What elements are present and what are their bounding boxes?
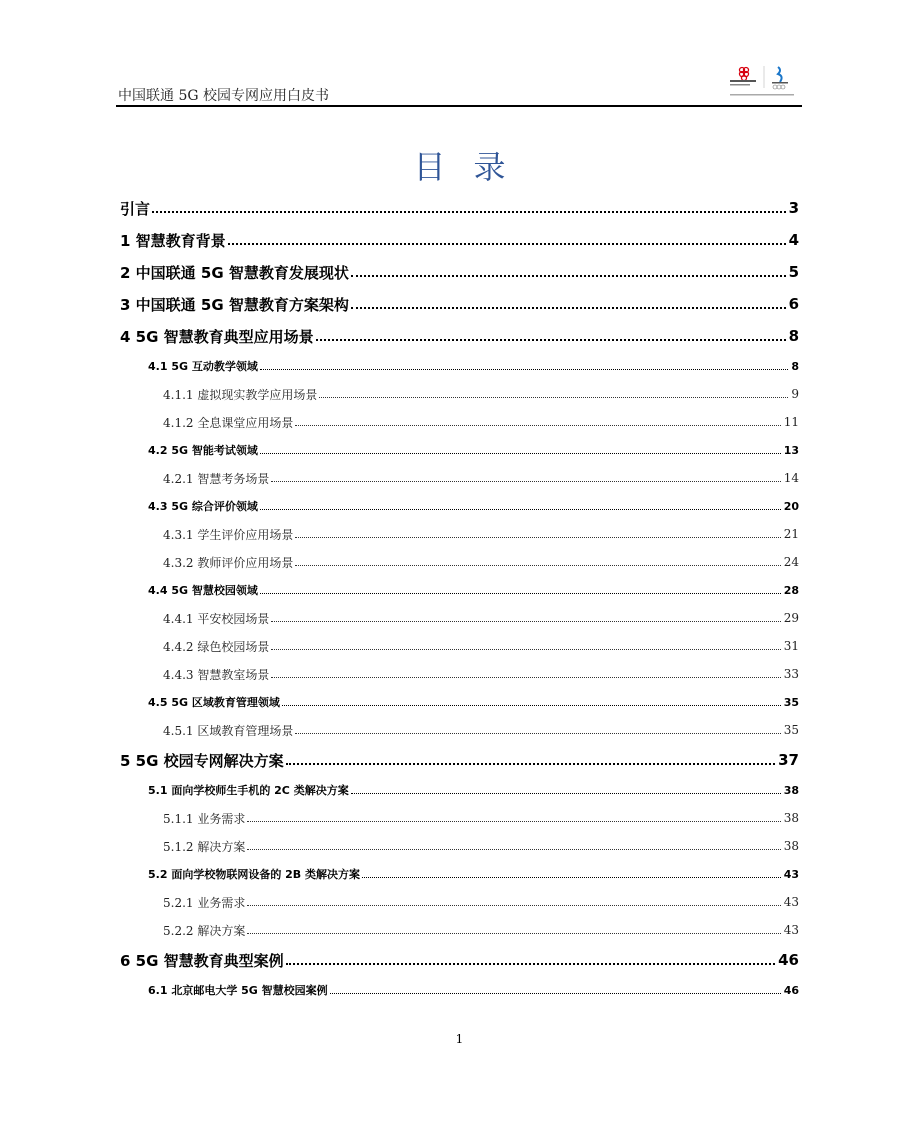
toc-entry-label: 3 中国联通 5G 智慧教育方案架构 bbox=[120, 295, 349, 314]
toc-entry[interactable] bbox=[120, 976, 799, 1004]
toc-entry-page: 46 bbox=[783, 983, 799, 997]
toc-entry[interactable] bbox=[120, 860, 799, 888]
toc-entry-label: 4.1 5G 互动教学领域 bbox=[148, 360, 258, 373]
toc-entry-label: 5.1.2 解决方案 bbox=[163, 839, 246, 854]
toc-dot-leader bbox=[282, 705, 781, 706]
toc-entry-page: 9 bbox=[791, 387, 799, 401]
toc-dot-leader bbox=[286, 763, 775, 765]
toc-entry[interactable] bbox=[120, 436, 799, 464]
toc-entry[interactable] bbox=[120, 716, 799, 744]
toc-entry[interactable] bbox=[120, 352, 799, 380]
toc-dot-leader bbox=[295, 733, 780, 734]
toc-entry-page: 29 bbox=[783, 611, 799, 625]
toc-dot-leader bbox=[260, 453, 781, 454]
china-unicom-beijing-2022-logo bbox=[728, 64, 800, 102]
toc-dot-leader bbox=[271, 621, 780, 622]
toc-entry-page: 8 bbox=[791, 359, 799, 373]
toc-entry-label: 引言 bbox=[120, 199, 151, 218]
toc-dot-leader bbox=[247, 933, 780, 934]
toc-entry[interactable] bbox=[120, 408, 799, 436]
toc-entry-label: 4.3.1 学生评价应用场景 bbox=[163, 527, 294, 542]
toc-entry-page: 38 bbox=[783, 811, 799, 825]
toc-entry[interactable] bbox=[120, 548, 799, 576]
toc-entry[interactable] bbox=[120, 888, 799, 916]
toc-entry-label: 4.1.2 全息课堂应用场景 bbox=[163, 415, 294, 430]
toc-entry[interactable] bbox=[120, 916, 799, 944]
toc-entry-page: 3 bbox=[788, 199, 799, 217]
toc-entry[interactable] bbox=[120, 576, 799, 604]
toc-entry-page: 6 bbox=[788, 295, 799, 313]
toc-entry-label: 4.2 5G 智能考试领域 bbox=[148, 444, 258, 457]
toc-dot-leader bbox=[351, 307, 786, 309]
toc-entry-page: 20 bbox=[783, 499, 799, 513]
toc-entry-label: 5.1 面向学校师生手机的 2C 类解决方案 bbox=[148, 784, 349, 797]
toc-dot-leader bbox=[271, 481, 780, 482]
toc-dot-leader bbox=[247, 849, 780, 850]
toc-entry-page: 46 bbox=[778, 951, 799, 969]
header-divider bbox=[116, 105, 802, 107]
toc-dot-leader bbox=[295, 565, 780, 566]
toc-dot-leader bbox=[260, 593, 781, 594]
toc-entry-page: 13 bbox=[783, 443, 799, 457]
toc-entry-page: 14 bbox=[783, 471, 799, 485]
toc-entry-label: 5.2 面向学校物联网设备的 2B 类解决方案 bbox=[148, 868, 361, 881]
toc-dot-leader bbox=[260, 509, 781, 510]
table-of-contents bbox=[120, 192, 799, 1004]
toc-entry-label: 1 智慧教育背景 bbox=[120, 231, 226, 250]
toc-entry-page: 5 bbox=[788, 263, 799, 281]
toc-entry-page: 33 bbox=[783, 667, 799, 681]
toc-entry[interactable] bbox=[120, 520, 799, 548]
toc-dot-leader bbox=[260, 369, 789, 370]
toc-entry[interactable] bbox=[120, 604, 799, 632]
toc-entry-label: 4.5 5G 区域教育管理领域 bbox=[148, 696, 280, 709]
toc-dot-leader bbox=[295, 537, 780, 538]
page-number: 1 bbox=[455, 1032, 464, 1046]
toc-entry[interactable] bbox=[120, 288, 799, 320]
toc-dot-leader bbox=[295, 425, 780, 426]
toc-entry[interactable] bbox=[120, 380, 799, 408]
toc-dot-leader bbox=[351, 275, 786, 277]
toc-dot-leader bbox=[271, 649, 780, 650]
toc-dot-leader bbox=[152, 211, 786, 213]
toc-entry-label: 4.1.1 虚拟现实教学应用场景 bbox=[163, 387, 318, 402]
toc-entry[interactable] bbox=[120, 192, 799, 224]
toc-entry[interactable] bbox=[120, 832, 799, 860]
toc-entry-page: 4 bbox=[788, 231, 799, 249]
page-title: 目录 bbox=[413, 148, 534, 186]
toc-entry[interactable] bbox=[120, 464, 799, 492]
toc-entry-page: 43 bbox=[783, 923, 799, 937]
toc-entry-label: 4.4.2 绿色校园场景 bbox=[163, 639, 270, 654]
toc-entry-page: 35 bbox=[783, 695, 799, 709]
toc-entry-page: 43 bbox=[783, 895, 799, 909]
toc-dot-leader bbox=[362, 877, 781, 878]
toc-entry[interactable] bbox=[120, 320, 799, 352]
toc-entry[interactable] bbox=[120, 744, 799, 776]
toc-entry[interactable] bbox=[120, 804, 799, 832]
toc-entry-page: 31 bbox=[783, 639, 799, 653]
toc-entry[interactable] bbox=[120, 492, 799, 520]
header-title: 中国联通 5G 校园专网应用白皮书 bbox=[118, 88, 329, 104]
toc-dot-leader bbox=[247, 821, 780, 822]
toc-entry-label: 2 中国联通 5G 智慧教育发展现状 bbox=[120, 263, 349, 282]
toc-entry-page: 24 bbox=[783, 555, 799, 569]
toc-entry[interactable] bbox=[120, 660, 799, 688]
toc-entry-label: 4.3 5G 综合评价领域 bbox=[148, 500, 258, 513]
toc-entry-label: 5.2.2 解决方案 bbox=[163, 923, 246, 938]
toc-entry-page: 38 bbox=[783, 783, 799, 797]
toc-entry-label: 4.3.2 教师评价应用场景 bbox=[163, 555, 294, 570]
toc-entry[interactable] bbox=[120, 256, 799, 288]
toc-entry-page: 11 bbox=[783, 415, 799, 429]
toc-entry[interactable] bbox=[120, 688, 799, 716]
toc-dot-leader bbox=[316, 339, 786, 341]
toc-entry-page: 35 bbox=[783, 723, 799, 737]
toc-entry[interactable] bbox=[120, 776, 799, 804]
toc-dot-leader bbox=[247, 905, 780, 906]
toc-dot-leader bbox=[351, 793, 781, 794]
toc-entry[interactable] bbox=[120, 632, 799, 660]
toc-entry-label: 4.5.1 区域教育管理场景 bbox=[163, 723, 294, 738]
toc-entry[interactable] bbox=[120, 944, 799, 976]
toc-entry-page: 38 bbox=[783, 839, 799, 853]
toc-entry-label: 6 5G 智慧教育典型案例 bbox=[120, 951, 284, 970]
toc-entry-label: 5.2.1 业务需求 bbox=[163, 895, 246, 910]
toc-entry-label: 4.2.1 智慧考务场景 bbox=[163, 471, 270, 486]
toc-entry-page: 43 bbox=[783, 867, 799, 881]
toc-entry-page: 28 bbox=[783, 583, 799, 597]
toc-entry-label: 4.4.1 平安校园场景 bbox=[163, 611, 270, 626]
toc-entry-page: 21 bbox=[783, 527, 799, 541]
toc-dot-leader bbox=[330, 993, 781, 994]
toc-dot-leader bbox=[286, 963, 775, 965]
toc-dot-leader bbox=[271, 677, 780, 678]
toc-dot-leader bbox=[228, 243, 786, 245]
toc-entry-label: 4.4 5G 智慧校园领域 bbox=[148, 584, 258, 597]
toc-entry-label: 4 5G 智慧教育典型应用场景 bbox=[120, 327, 314, 346]
toc-entry-label: 5 5G 校园专网解决方案 bbox=[120, 751, 284, 770]
toc-entry-label: 6.1 北京邮电大学 5G 智慧校园案例 bbox=[148, 984, 328, 997]
toc-entry-page: 37 bbox=[778, 751, 799, 769]
toc-entry-label: 5.1.1 业务需求 bbox=[163, 811, 246, 826]
toc-entry[interactable] bbox=[120, 224, 799, 256]
toc-entry-label: 4.4.3 智慧教室场景 bbox=[163, 667, 270, 682]
toc-entry-page: 8 bbox=[788, 327, 799, 345]
toc-dot-leader bbox=[319, 397, 788, 398]
